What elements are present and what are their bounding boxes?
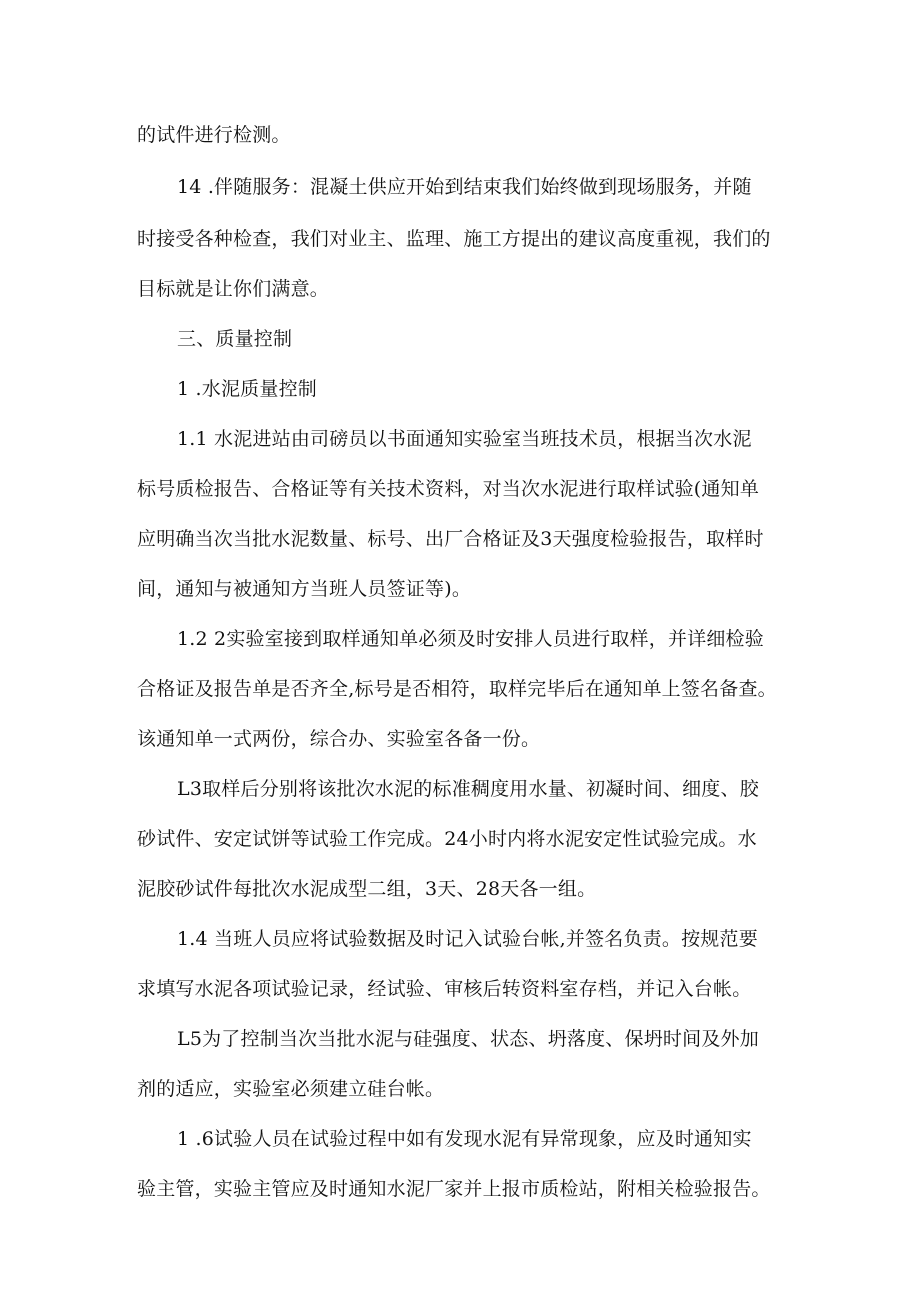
- paragraph-line: 合格证及报告单是否齐全,标号是否相符，取样完毕后在通知单上签名备查。: [137, 678, 777, 700]
- paragraph-line: 间，通知与被通知方当班人员签证等)。: [137, 578, 472, 600]
- paragraph-line: 的试件进行检测。: [137, 124, 291, 146]
- paragraph-line: 砂试件、安定试饼等试验工作完成。24小时内将水泥安定性试验完成。水: [137, 828, 757, 850]
- paragraph-line: 该通知单一式两份，综合办、实验室各备一份。: [137, 728, 541, 750]
- paragraph-line: 应明确当次当批水泥数量、标号、出厂合格证及3天强度检验报告，取样时: [137, 528, 764, 550]
- paragraph-line: 时接受各种检查，我们对业主、监理、施工方提出的建议高度重视，我们的: [137, 228, 771, 250]
- paragraph-line: 目标就是让你们满意。: [137, 278, 330, 300]
- section-heading: 三、质量控制: [177, 328, 293, 350]
- paragraph-line: 1.2 2实验室接到取样通知单必须及时安排人员进行取样，并详细检验: [177, 628, 764, 650]
- paragraph-line: 泥胶砂试件每批次水泥成型二组，3天、28天各一组。: [137, 878, 597, 900]
- paragraph-line: 1.1 水泥进站由司磅员以书面通知实验室当班技术员，根据当次水泥: [177, 428, 752, 450]
- paragraph-line: L3取样后分别将该批次水泥的标准稠度用水量、初凝时间、细度、胶: [177, 778, 759, 800]
- paragraph-line: L5为了控制当次当批水泥与硅强度、状态、坍落度、保坍时间及外加: [177, 1028, 759, 1050]
- subsection-heading: 1 .水泥质量控制: [177, 378, 317, 400]
- paragraph-line: 剂的适应，实验室必须建立硅台帐。: [137, 1078, 445, 1100]
- paragraph-line: 求填写水泥各项试验记录，经试验、审核后转资料室存档，并记入台帐。: [137, 978, 752, 1000]
- paragraph-line: 验主管，实验主管应及时通知水泥厂家并上报市质检站，附相关检验报告。: [137, 1178, 771, 1200]
- paragraph-line: 标号质检报告、合格证等有关技术资料，对当次水泥进行取样试验(通知单: [137, 478, 760, 500]
- paragraph-line: 1 .6试验人员在试验过程中如有发现水泥有异常现象，应及时通知实: [177, 1128, 752, 1150]
- paragraph-line: 1.4 当班人员应将试验数据及时记入试验台帐,并签名负责。按规范要: [177, 928, 758, 950]
- paragraph-line: 14 .伴随服务：混凝土供应开始到结束我们始终做到现场服务，并随: [177, 176, 752, 198]
